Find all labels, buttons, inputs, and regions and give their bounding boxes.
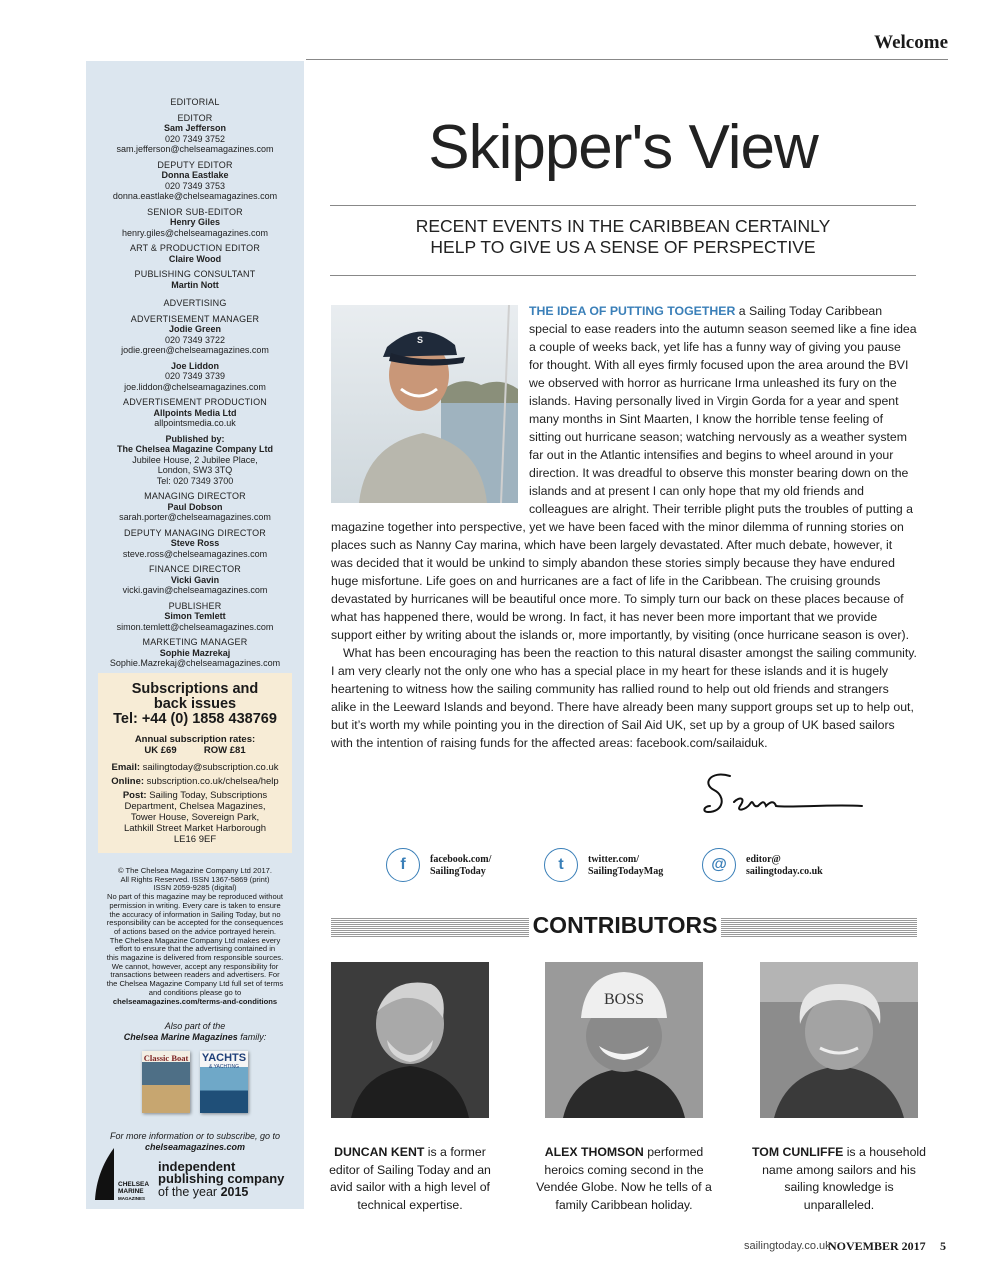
cap-logo-text: BOSS <box>603 991 645 1008</box>
legal-line: effort to ensure that the advertising contained in <box>114 944 276 954</box>
legal-line: permission in writing. Every care is taken to ensure <box>109 900 281 910</box>
subscriptions-phone: Tel: +44 (0) 1858 438769 <box>113 711 277 727</box>
classic-boat-cover[interactable] <box>142 1051 190 1113</box>
rates-label: Annual subscription rates: <box>134 734 256 745</box>
more-info-link[interactable]: chelseamagazines.com <box>144 1141 246 1152</box>
legal-line: The Chelsea Magazine Company Ltd makes every <box>109 935 281 945</box>
staff-name: Donna Eastlake <box>161 170 229 180</box>
social-line: editor@ <box>746 854 781 865</box>
editor-signature <box>700 768 870 828</box>
award-year: 2015 <box>220 1185 249 1199</box>
staff-phone: 020 7349 3739 <box>164 371 226 381</box>
family-note <box>86 1021 304 1042</box>
contributor-caption <box>536 1144 712 1214</box>
social-line: sailingtoday.co.uk <box>746 866 823 877</box>
contributor-name: ALEX THOMSON <box>544 1145 644 1159</box>
email-label: Email: <box>111 762 140 773</box>
staff-role: FINANCE DIRECTOR <box>148 564 242 574</box>
staff-email[interactable]: vicki.gavin@chelseamagazines.com <box>122 585 268 595</box>
facebook-text <box>430 854 491 878</box>
lead-in: THE IDEA OF PUTTING TOGETHER <box>529 304 736 318</box>
post-address: Lathkill Street Market Harborough <box>123 823 267 834</box>
staff-role: SENIOR SUB-EDITOR <box>147 206 243 217</box>
staff-email[interactable]: sam.jefferson@chelseamagazines.com <box>116 144 274 154</box>
post-address: Tower House, Sovereign Park, <box>130 812 260 823</box>
staff-role: EDITOR <box>177 112 213 123</box>
editorial-block <box>86 97 304 669</box>
yachts-title: YACHTS <box>201 1052 247 1064</box>
subtitle-line: RECENT EVENTS IN THE CARIBBEAN CERTAINLY <box>415 216 831 236</box>
title-rule <box>330 205 916 206</box>
publisher-name: The Chelsea Magazine Company Ltd <box>116 444 274 454</box>
award-line: publishing company <box>158 1171 285 1186</box>
header-rule <box>306 59 948 60</box>
staff-role: DEPUTY MANAGING DIRECTOR <box>124 527 266 538</box>
subtitle-line: HELP TO GIVE US A SENSE OF PERSPECTIVE <box>430 237 816 257</box>
twitter-icon: t <box>544 848 578 882</box>
contributor-caption <box>322 1144 498 1214</box>
staff-email[interactable]: henry.giles@chelseamagazines.com <box>121 227 269 238</box>
staff-email[interactable]: donna.eastlake@chelseamagazines.com <box>112 191 278 201</box>
staff-name: Joe Liddon <box>171 360 219 371</box>
legal-line: of actions based on the advice portrayed herein. <box>113 926 277 936</box>
contributors-hatch-left <box>331 917 529 937</box>
staff-role: PUBLISHING CONSULTANT <box>134 269 256 279</box>
post-address: Department, Chelsea Magazines, <box>124 801 266 812</box>
legal-line: responsibility can be accepted for the consequences <box>106 918 284 928</box>
staff-phone: 020 7349 3722 <box>164 334 226 345</box>
subscriptions-box <box>98 673 292 853</box>
email-icon: @ <box>702 848 736 882</box>
subscriptions-email[interactable]: sailingtoday@subscription.co.uk <box>142 762 279 773</box>
social-line: SailingToday <box>430 866 486 877</box>
subscriptions-url[interactable]: subscription.co.uk/chelsea/help <box>146 776 279 787</box>
article-paragraph: What has been encouraging has been the reaction to this natural disaster amongst the sailing community. I am very clearly not the only one who has a special place in my heart for these islands and it is hugely heartening to witness how the sailing community has rallied round to help out old friends and strangers alike in the Leeward Islands and beyond. There have already been many support groups set up to help out, but it’s worth my while pointing you in the direction of Sail Aid UK, set up by a group of UK based sailors with the intention of raising funds for the affected areas: facebook.com/sailaiduk. <box>331 646 917 750</box>
rates-values <box>98 745 292 756</box>
contributor-photo-alex-thomson <box>545 962 703 1118</box>
subscriptions-email-line <box>98 762 292 773</box>
staff-name: Simon Temlett <box>164 611 226 621</box>
subscriptions-title <box>98 682 292 727</box>
staff-role: DEPUTY EDITOR <box>157 159 233 170</box>
publisher-tel: Tel: 020 7349 3700 <box>156 475 234 486</box>
contributors-heading: CONTRIBUTORS <box>532 912 718 938</box>
staff-email[interactable]: jodie.green@chelseamagazines.com <box>121 345 269 355</box>
legal-notice <box>92 867 298 1006</box>
legal-line: No part of this magazine may be reproduced without <box>106 892 284 902</box>
staff-name: Allpoints Media Ltd <box>153 407 237 418</box>
terms-link[interactable]: chelseamagazines.com/terms-and-conditions <box>112 996 278 1006</box>
yachts-cover[interactable] <box>200 1051 248 1113</box>
legal-line: ISSN 2059-9285 (digital) <box>153 883 237 893</box>
email-text <box>746 854 823 878</box>
masthead-sidebar <box>86 61 304 1209</box>
contributor-name: DUNCAN KENT <box>334 1145 425 1159</box>
staff-email[interactable]: allpointsmedia.co.uk <box>154 418 236 428</box>
legal-line: © The Chelsea Magazine Company Ltd 2017. <box>117 866 273 875</box>
staff-name: Sam Jefferson <box>163 123 227 133</box>
staff-name: Sophie Mazrekaj <box>159 647 231 658</box>
social-line: twitter.com/ <box>588 854 639 865</box>
contributor-name: TOM CUNLIFFE <box>751 1145 844 1159</box>
staff-name: Vicki Gavin <box>170 574 220 585</box>
yachts-subtitle: & YACHTING <box>208 1064 240 1070</box>
publisher-label: Published by: <box>165 433 225 444</box>
staff-name: Claire Wood <box>168 253 222 264</box>
logo-line: MAGAZINES <box>118 1196 145 1201</box>
article-subtitle <box>330 216 916 258</box>
award-year-line <box>158 1185 248 1199</box>
staff-role: ADVERTISEMENT PRODUCTION <box>123 397 267 407</box>
staff-email[interactable]: Sophie.Mazrekaj@chelseamagazines.com <box>109 658 281 668</box>
paragraph-text: a Sailing Today Caribbean special to ease readers into the autumn season seemed like a fine idea a couple of weeks back, yet life has a funny way of giving you pause for thought. With all eyes firmly focused upon the area around the BVI we observed with horror as hurricane Irma unleashed its fury on the islands. Having personally lived in Virgin Gorda for a year and spent many months in Sint Maarten, I know the horrible tense feeling of sitting out hurricane season; watching nervously as a weather system far out in the Atlantic intensifies and begins to wheel around in your direction. It was dreadful to observe this monster bearing down on the islands and at present I can only hope that my old friends and colleagues are alright. Their terrible plight puts the troubles of putting a magazine together into perspective, yet we have been faced with the minor dilemma of running stories on places such as Nanny Cay marina, which have been largely devastated. After much debate, however, it was decided that it would be unkind to simply abandon these stories simply because they have endured huge misfortune. Life goes on and hurricanes are a fact of life in the Caribbean. The cruising grounds devastated by hurricanes will be beautiful once more. To simply turn our back on these places because of what has happened there, would be wrong. In fact, it has never been more important that we provide support either by writing about the islands or, more importantly, by visiting (once hurricane season is over). <box>331 304 917 642</box>
post-label: Post: <box>122 790 147 801</box>
staff-name: Henry Giles <box>169 217 221 227</box>
staff-email[interactable]: steve.ross@chelseamagazines.com <box>122 548 268 559</box>
staff-name: Martin Nott <box>171 279 219 290</box>
legal-line: the Chelsea Magazine Company Ltd full set of terms <box>106 979 284 989</box>
legal-line: the accuracy of information in Sailing Today, but no <box>109 909 281 919</box>
staff-name: Jodie Green <box>168 324 222 334</box>
award-text <box>158 1161 298 1185</box>
social-line: SailingTodayMag <box>588 866 664 877</box>
post-address: Sailing Today, Subscriptions <box>149 790 268 801</box>
online-label: Online: <box>111 776 145 787</box>
contributor-caption <box>751 1144 927 1214</box>
staff-role: MANAGING DIRECTOR <box>144 491 246 501</box>
staff-email[interactable]: joe.liddon@chelseamagazines.com <box>124 381 266 392</box>
editorial-heading: EDITORIAL <box>170 97 220 107</box>
staff-name: Steve Ross <box>170 538 220 548</box>
staff-phone: 020 7349 3752 <box>164 133 226 144</box>
chelsea-marine-logo-text <box>118 1181 149 1202</box>
advertising-heading: ADVERTISING <box>163 298 227 308</box>
legal-line: and conditions please go to <box>148 987 242 997</box>
contributor-photo-tom-cunliffe <box>760 962 918 1118</box>
staff-role: ART & PRODUCTION EDITOR <box>129 243 261 253</box>
contributor-bio: is a former editor of Sailing Today and an avid sailor with a high level of technical expertise. <box>329 1145 491 1212</box>
legal-line: transactions between readers and advertisers. For <box>110 970 280 980</box>
logo-line: CHELSEA <box>118 1181 150 1188</box>
award-line: independent <box>158 1159 236 1174</box>
staff-email[interactable]: simon.temlett@chelseamagazines.com <box>116 621 274 632</box>
contributors-hatch-right <box>721 917 917 937</box>
legal-line: We cannot, however, accept any responsibility for <box>111 961 279 971</box>
staff-role: MARKETING MANAGER <box>142 637 248 647</box>
publisher-address: London, SW3 3TQ <box>157 465 233 475</box>
family-line <box>86 1032 304 1043</box>
legal-line: this magazine is delivered from responsible sources. <box>106 953 284 963</box>
subscriptions-title-line: Subscriptions and <box>131 681 259 697</box>
logo-line: MARINE <box>118 1188 144 1195</box>
family-name: Chelsea Marine Magazines <box>123 1031 238 1042</box>
staff-role: PUBLISHER <box>168 600 222 611</box>
cap-logo: S <box>417 335 424 345</box>
uk-rate: UK £69 <box>144 745 177 756</box>
post-address: LE16 9EF <box>173 834 217 845</box>
footer-issue-date: NOVEMBER 2017 <box>828 1239 926 1253</box>
subtitle-rule <box>330 275 916 276</box>
subscriptions-post <box>98 790 292 801</box>
row-rate: ROW £81 <box>203 745 246 756</box>
subscriptions-online-line <box>98 776 292 787</box>
family-line: Also part of the <box>164 1021 226 1031</box>
legal-line: All Rights Reserved. ISSN 1367-5869 (print) <box>120 874 270 884</box>
editor-photo <box>331 305 518 503</box>
contributor-bio: is a household name among sailors and his sailing knowledge is unparalleled. <box>762 1145 927 1212</box>
contributor-photo-duncan-kent <box>331 962 489 1118</box>
classic-boat-title: Classic Boat <box>143 1053 189 1063</box>
contributor-bio: performed heroics coming second in the Vendée Globe. Now he tells of a family Caribbean holiday. <box>536 1145 712 1212</box>
subscriptions-title-line: back issues <box>153 696 237 712</box>
award-line: of the year <box>158 1185 218 1199</box>
section-label: Welcome <box>874 32 948 53</box>
footer-website[interactable]: sailingtoday.co.uk <box>744 1240 831 1252</box>
facebook-icon: f <box>386 848 420 882</box>
page-title: Skipper's View <box>428 113 818 182</box>
family-suffix: family: <box>240 1031 267 1042</box>
more-info-text: For more information or to subscribe, go to <box>109 1131 281 1141</box>
twitter-text <box>588 854 663 878</box>
social-line: facebook.com/ <box>430 854 492 865</box>
staff-name: Paul Dobson <box>167 501 223 512</box>
staff-phone: 020 7349 3753 <box>164 180 226 191</box>
staff-email[interactable]: sarah.porter@chelseamagazines.com <box>119 512 271 522</box>
publisher-address: Jubilee House, 2 Jubilee Place, <box>132 454 258 465</box>
staff-role: ADVERTISEMENT MANAGER <box>130 313 260 324</box>
page-number: 5 <box>940 1239 946 1253</box>
